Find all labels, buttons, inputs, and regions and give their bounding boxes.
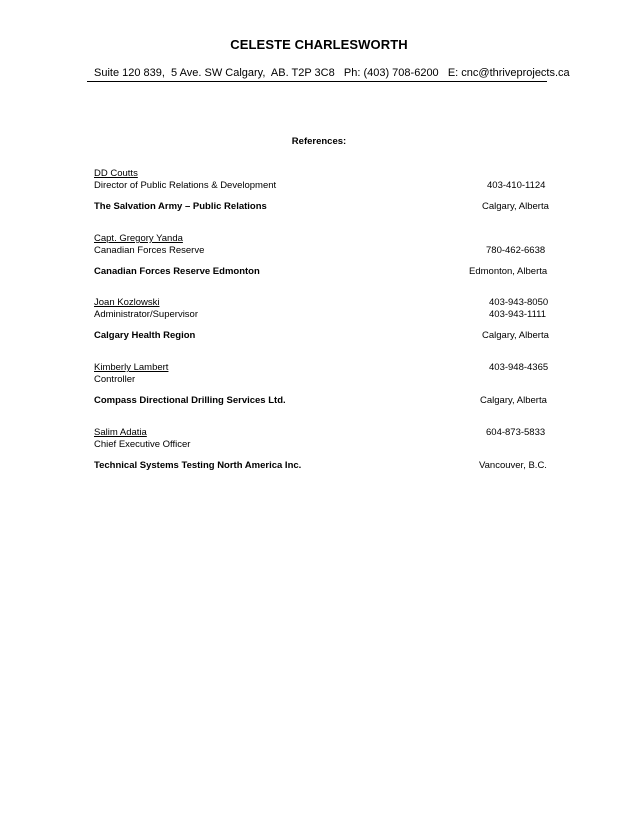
reference-phone: 403-410-1124 [487,180,546,191]
reference-location: Vancouver, B.C. [479,460,547,471]
reference-title: Director of Public Relations & Development [94,180,277,191]
reference-name: Capt. Gregory Yanda [94,233,183,244]
reference-entry [94,168,548,213]
reference-name: Salim Adatia [94,427,147,438]
reference-organization: Compass Directional Drilling Services Ltd. [94,395,286,406]
reference-location: Calgary, Alberta [480,395,547,406]
reference-title: Administrator/Supervisor [94,309,199,320]
reference-entry [94,297,548,342]
reference-entry [94,427,548,472]
reference-organization: Calgary Health Region [94,330,196,341]
references-heading: References: [291,136,347,147]
reference-phone: 403-943-8050 [489,297,549,308]
reference-name: Joan Kozlowski [94,297,160,308]
reference-organization: Canadian Forces Reserve Edmonton [94,266,260,277]
reference-title: Controller [94,374,136,385]
reference-name: Kimberly Lambert [94,362,169,373]
reference-location: Calgary, Alberta [482,330,549,341]
header-divider [87,81,547,82]
reference-phone: 403-948-4365 [489,362,549,373]
reference-entry [94,362,548,407]
reference-title: Canadian Forces Reserve [94,245,205,256]
reference-location: Edmonton, Alberta [469,266,548,277]
reference-location: Calgary, Alberta [482,201,549,212]
reference-phone-alt: 403-943-1111 [489,309,547,320]
reference-phone: 780-462-6638 [486,245,546,256]
reference-organization: The Salvation Army – Public Relations [94,201,267,212]
reference-name: DD Coutts [94,168,138,179]
reference-title: Chief Executive Officer [94,439,191,450]
reference-phone: 604-873-5833 [486,427,546,438]
contact-line: Suite 120 839, 5 Ave. SW Calgary, AB. T2P 3C8 Ph: (403) 708-6200 E: cnc@thriveprojects.ca [94,67,570,79]
reference-entry [94,233,548,278]
page-title: CELESTE CHARLESWORTH [230,37,408,52]
reference-organization: Technical Systems Testing North America Inc. [94,460,302,471]
